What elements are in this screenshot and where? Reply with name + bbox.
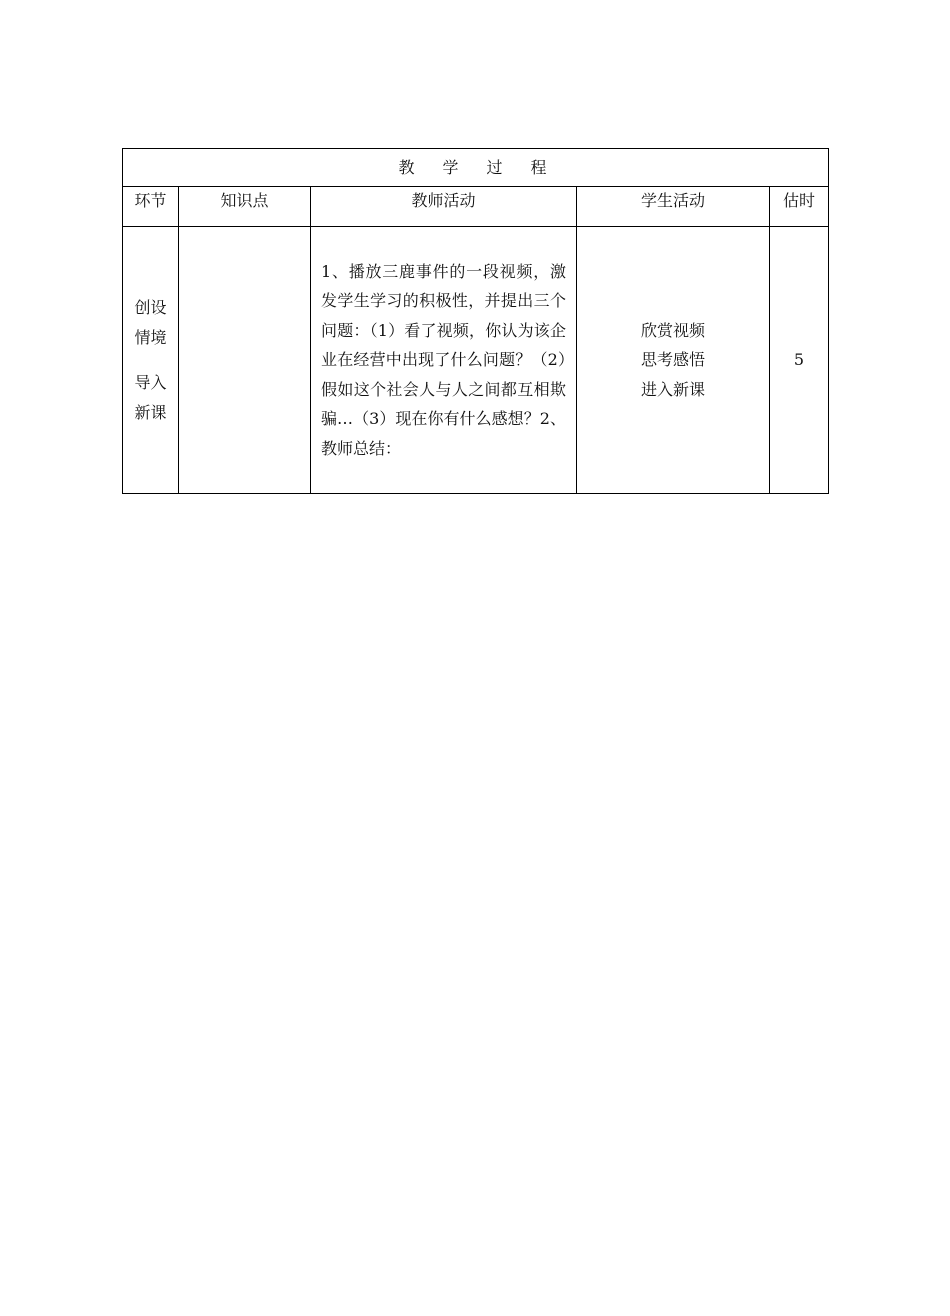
stage-line: 新课 [134,402,167,422]
stage-line: 导入 [134,373,167,392]
student-activity-cell [577,227,770,494]
table-title-row [123,149,829,187]
header-estimated-time: 估时 [770,187,829,227]
student-activity-line: 进入新课 [640,379,705,399]
knowledge-cell [179,227,311,494]
estimated-time-cell: 5 [770,227,829,494]
teacher-activity-cell [311,227,577,494]
teacher-activity-text: 1、播放三鹿事件的一段视频，激发学生学习的积极性，并提出三个问题：（1）看了视频，你认为该企业在经营中出现了什么问题？（2）假如这个社会人与人之间都互相欺骗…（3）现在你有什么感想？2、教师总结： [321,261,566,458]
header-student-activity: 学生活动 [577,187,770,227]
stage-cell [123,227,179,494]
stage-line: 创设 [134,298,167,317]
student-activity-line: 思考感悟 [640,350,705,370]
teaching-process-table [122,148,829,494]
header-stage: 环节 [123,187,179,227]
student-activity-line: 欣赏视频 [640,320,705,340]
header-teacher-activity: 教师活动 [311,187,577,227]
table-title-text: 教 学 过 程 [398,157,553,177]
table-header-row [123,187,829,227]
table-title [123,149,829,187]
header-knowledge: 知识点 [179,187,311,227]
stage-spacer [123,352,178,368]
table-row [123,227,829,494]
stage-line: 情境 [134,327,167,347]
